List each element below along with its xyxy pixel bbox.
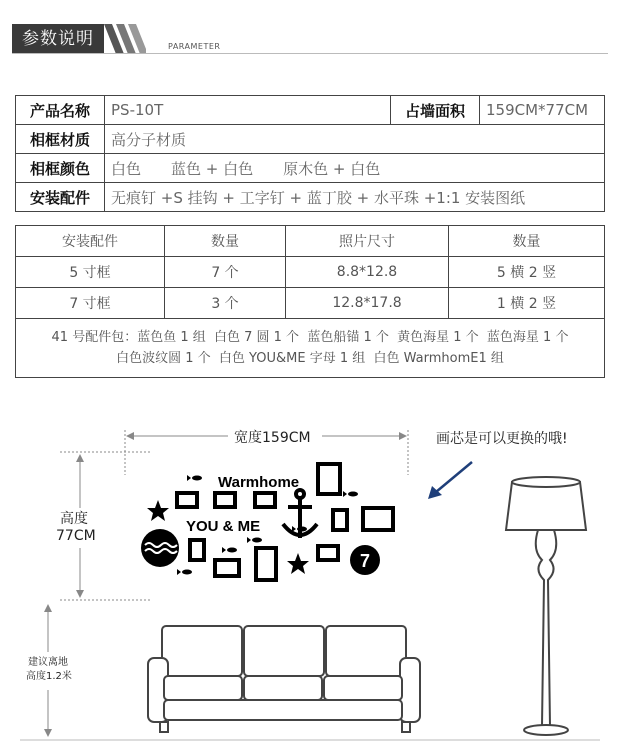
installation-diagram xyxy=(0,400,620,750)
warmhome-text: Warmhome xyxy=(218,474,300,491)
ground-label: 建议离地 xyxy=(28,657,68,668)
hint-text: 画芯是可以更换的哦! xyxy=(436,431,568,447)
spec-row-name xyxy=(16,96,605,125)
height-label: 高度 xyxy=(60,511,88,527)
parts-table xyxy=(15,225,605,378)
area-label: 占墙面积 xyxy=(391,96,480,125)
spec-row-color xyxy=(16,154,605,183)
sofa xyxy=(148,626,420,732)
hint-arrow xyxy=(428,462,472,499)
parts-header: 安装配件 xyxy=(16,226,165,257)
section-subtitle: PARAMETER xyxy=(168,42,221,51)
material-label: 相框材质 xyxy=(16,125,105,154)
accessory-label: 安装配件 xyxy=(16,183,105,212)
spec-row-accessory xyxy=(16,183,605,212)
table-cell: 7 寸框 xyxy=(16,288,165,319)
name-value: PS-10T xyxy=(105,96,391,125)
note-line: 白色波纹圆 1 个 白色 YOU&ME 字母 1 组 白色 WarmhomE1 组 xyxy=(116,351,504,366)
width-label: 宽度159CM xyxy=(234,430,311,446)
table-row xyxy=(16,257,605,288)
stripe-decoration xyxy=(100,24,146,54)
table-cell: 5 寸框 xyxy=(16,257,165,288)
color-value: 白色 蓝色 + 白色 原木色 + 白色 xyxy=(105,154,605,183)
table-cell: 7 个 xyxy=(165,257,286,288)
header-divider xyxy=(12,53,608,54)
height-value: 77CM xyxy=(56,528,96,544)
table-cell: 1 横 2 竖 xyxy=(449,288,605,319)
material-value: 高分子材质 xyxy=(105,125,605,154)
anchor-icon xyxy=(283,490,317,538)
table-cell: 8.8*12.8 xyxy=(286,257,449,288)
badge-text: 7 xyxy=(359,551,371,571)
ground-value: 高度1.2米 xyxy=(26,671,72,682)
parts-note-row xyxy=(16,319,605,378)
spec-table xyxy=(15,95,605,212)
wave-circle xyxy=(141,529,179,567)
table-cell: 5 横 2 竖 xyxy=(449,257,605,288)
spec-row-material xyxy=(16,125,605,154)
you-me-text: YOU & ME xyxy=(186,518,261,535)
floor-lamp xyxy=(506,477,586,735)
table-row xyxy=(16,288,605,319)
table-cell: 12.8*17.8 xyxy=(286,288,449,319)
area-value: 159CM*77CM xyxy=(480,96,605,125)
table-cell: 3 个 xyxy=(165,288,286,319)
parts-header: 照片尺寸 xyxy=(286,226,449,257)
note-line: 41 号配件包：蓝色鱼 1 组 白色 7 圆 1 个 蓝色船锚 1 个 黄色海星 1 个 蓝色海星 1 个 xyxy=(51,330,569,345)
color-label: 相框颜色 xyxy=(16,154,105,183)
section-title: 参数说明 xyxy=(12,24,104,54)
parts-header: 数量 xyxy=(165,226,286,257)
parts-header: 数量 xyxy=(449,226,605,257)
parts-header-row xyxy=(16,226,605,257)
name-label: 产品名称 xyxy=(16,96,105,125)
parts-note xyxy=(16,319,605,378)
accessory-value: 无痕钉 +S 挂钩 + 工字钉 + 蓝丁胶 + 水平珠 +1:1 安装图纸 xyxy=(105,183,605,212)
seven-badge xyxy=(350,545,380,575)
